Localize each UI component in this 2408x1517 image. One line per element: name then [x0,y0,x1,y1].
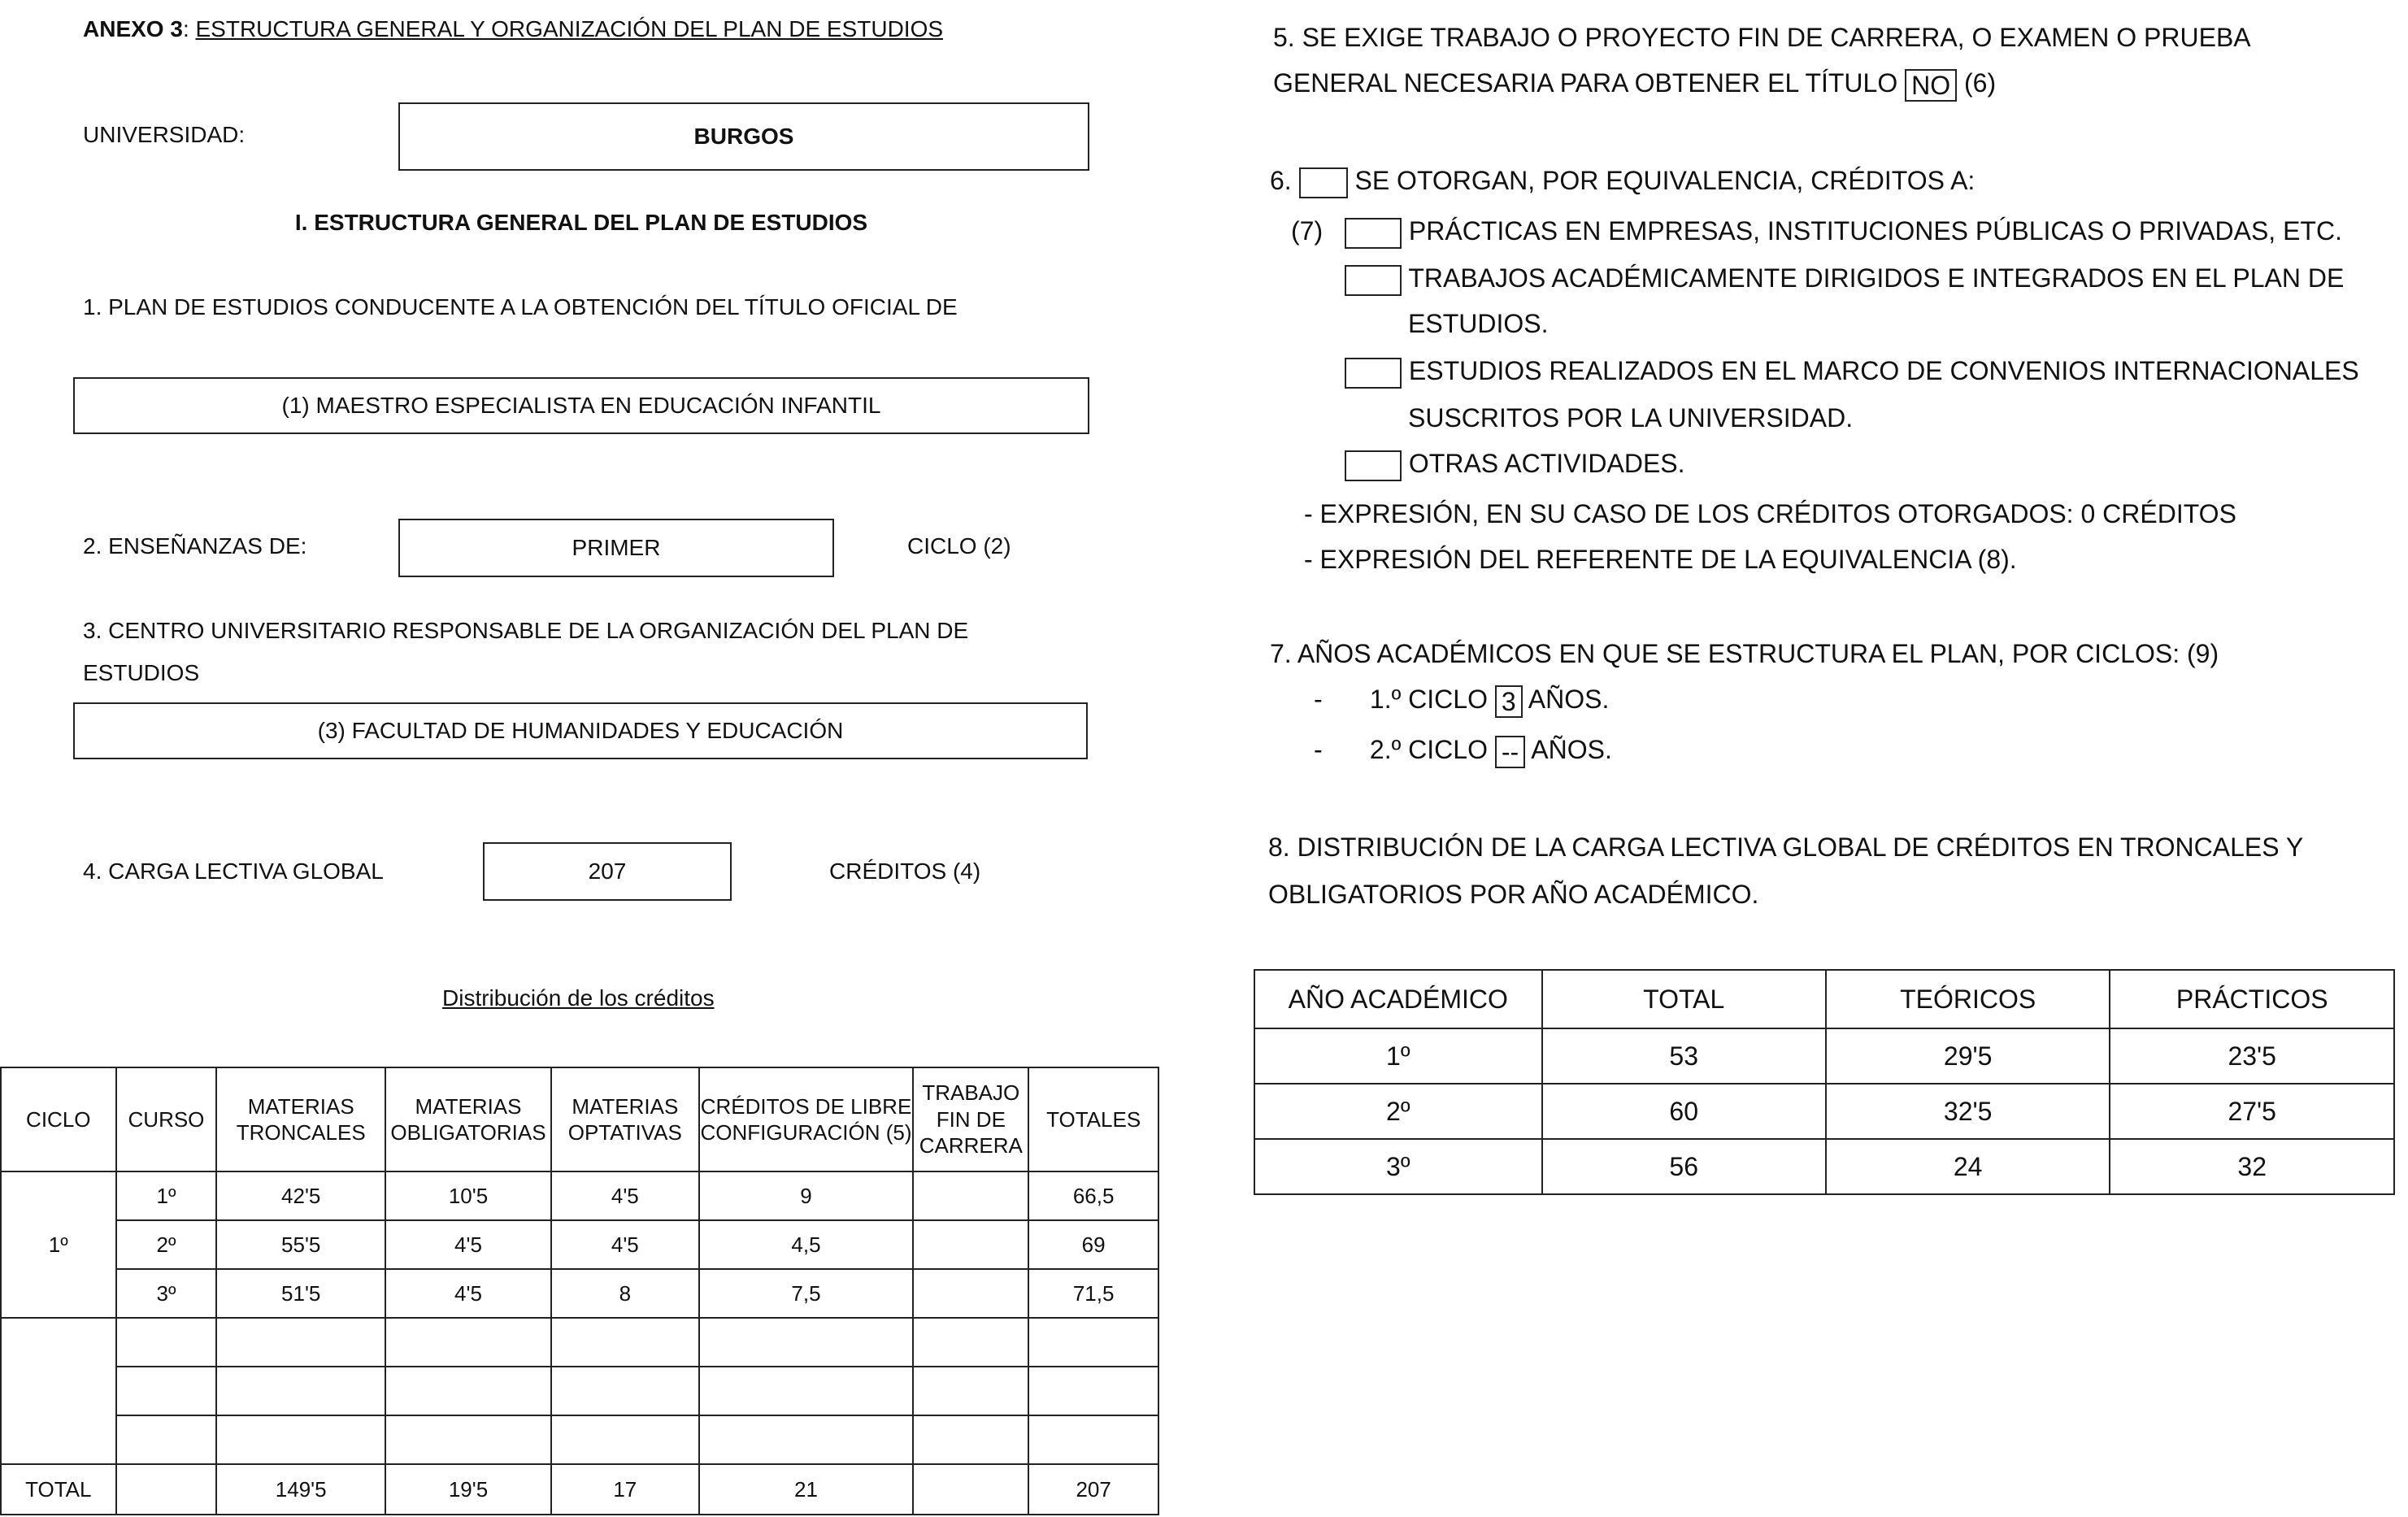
empty-row [1,1415,1158,1464]
practicas-checkbox[interactable] [1345,218,1402,249]
table-cell: 71,5 [1028,1269,1158,1318]
table-cell: 10'5 [385,1171,551,1220]
item2-label: 2. ENSEÑANZAS DE: [83,533,307,559]
table-cell: 42'5 [216,1171,385,1220]
annex-heading: ANEXO 3: ESTRUCTURA GENERAL Y ORGANIZACIÓN DEL PLAN DE ESTUDIOS [83,16,944,41]
ciclo2-row: - 2.º CICLO -- AÑOS. [1314,735,1612,767]
header-curso: CURSO [116,1067,217,1171]
ciclo-cell: 1º [1,1171,116,1318]
table-cell: 69 [1028,1220,1158,1269]
table-cell: 4'5 [385,1269,551,1318]
table-header-row [1254,970,2394,1028]
option-convenios-cont: SUSCRITOS POR LA UNIVERSIDAD. [1408,403,1854,432]
item6-heading: 6. SE OTORGAN, POR EQUIVALENCIA, CRÉDITOS A: [1270,166,1975,198]
table-cell: 24 [1826,1139,2110,1194]
table-cell [913,1464,1028,1515]
table-cell: 53 [1542,1028,1826,1084]
empty-row [1,1367,1158,1415]
final-project-field: NO [1905,69,1957,102]
ciclo1-row: - 1.º CICLO 3 AÑOS. [1314,685,1610,716]
header-ciclo: CICLO [1,1067,116,1171]
ciclo-field: PRIMER [398,519,834,577]
center-field: (3) FACULTAD DE HUMANIDADES Y EDUCACIÓN [73,702,1088,759]
table-cell: 2º [116,1220,217,1269]
table-cell: 19'5 [385,1464,551,1515]
table-cell: 27'5 [2110,1084,2394,1139]
header-teoricos: TEÓRICOS [1826,970,2110,1028]
option-otras: OTRAS ACTIVIDADES. [1345,449,1685,481]
header-troncales: MATERIAS TRONCALES [216,1067,385,1171]
table-cell: 60 [1542,1084,1826,1139]
table-row [1254,1139,2394,1194]
degree-title-field: (1) MAESTRO ESPECIALISTA EN EDUCACIÓN INFANTIL [73,377,1089,434]
item3-text-line2: ESTUDIOS [83,660,200,685]
table-cell [116,1464,217,1515]
ciclo2-years-field: -- [1495,736,1525,768]
table-row [1,1171,1158,1220]
table-row [1254,1084,2394,1139]
table-header-row [1,1067,1158,1171]
distribution-title: Distribución de los créditos [442,985,715,1011]
empty-ciclo-cell [1,1318,116,1464]
header-trabajo-fin-carrera: TRABAJO FIN DE CARRERA [913,1067,1028,1171]
table-cell: 4'5 [385,1220,551,1269]
item6-note: (7) [1291,216,1324,246]
header-practicos: PRÁCTICOS [2110,970,2394,1028]
table-cell [913,1220,1028,1269]
table-cell: 9 [699,1171,914,1220]
table-cell: 1º [116,1171,217,1220]
table-cell: 8 [551,1269,699,1318]
table-row [1,1220,1158,1269]
universidad-label: UNIVERSIDAD: [83,122,246,147]
item4-suffix: CRÉDITOS (4) [829,858,981,884]
convenios-checkbox[interactable] [1345,358,1402,389]
table-cell: 66,5 [1028,1171,1158,1220]
distribution-table [0,1067,1159,1515]
option-trabajos-cont: ESTUDIOS. [1408,309,1549,338]
otras-checkbox[interactable] [1345,450,1402,481]
table-cell: 2º [1254,1084,1542,1139]
header-ano-academico: AÑO ACADÉMICO [1254,970,1542,1028]
table-cell: 29'5 [1826,1028,2110,1084]
table-cell: 4'5 [551,1171,699,1220]
total-row [1,1464,1158,1515]
table-cell: 3º [116,1269,217,1318]
option-practicas: PRÁCTICAS EN EMPRESAS, INSTITUCIONES PÚBLICAS O PRIVADAS, ETC. [1345,216,2342,249]
header-totales: TOTALES [1028,1067,1158,1171]
item6-expr1: - EXPRESIÓN, EN SU CASO DE LOS CRÉDITOS OTORGADOS: 0 CRÉDITOS [1304,499,2236,528]
item3-text-line1: 3. CENTRO UNIVERSITARIO RESPONSABLE DE LA ORGANIZACIÓN DEL PLAN DE [83,618,969,643]
table-cell: 32 [2110,1139,2394,1194]
table-cell: 4,5 [699,1220,914,1269]
table-cell: 23'5 [2110,1028,2394,1084]
item2-suffix: CICLO (2) [907,533,1011,559]
empty-row [1,1318,1158,1367]
table-cell: 7,5 [699,1269,914,1318]
item8-line1: 8. DISTRIBUCIÓN DE LA CARGA LECTIVA GLOBAL DE CRÉDITOS EN TRONCALES Y [1268,832,2304,862]
credits-field: 207 [483,842,732,901]
section-title: I. ESTRUCTURA GENERAL DEL PLAN DE ESTUDIOS [294,210,868,235]
table-cell: 17 [551,1464,699,1515]
header-optativas: MATERIAS OPTATIVAS [551,1067,699,1171]
table-cell: 32'5 [1826,1084,2110,1139]
table-cell: 56 [1542,1139,1826,1194]
header-total: TOTAL [1542,970,1826,1028]
total-label: TOTAL [1,1464,116,1515]
table-cell: 21 [699,1464,914,1515]
table-row [1,1269,1158,1318]
table-cell: 207 [1028,1464,1158,1515]
table-cell: 3º [1254,1139,1542,1194]
option-convenios: ESTUDIOS REALIZADOS EN EL MARCO DE CONVENIOS INTERNACIONALES [1345,356,2359,389]
table-cell: 1º [1254,1028,1542,1084]
annex-title: ESTRUCTURA GENERAL Y ORGANIZACIÓN DEL PLAN DE ESTUDIOS [195,16,944,41]
universidad-field: BURGOS [398,102,1089,171]
equivalence-checkbox[interactable] [1299,167,1348,198]
item5-line1: 5. SE EXIGE TRABAJO O PROYECTO FIN DE CARRERA, O EXAMEN O PRUEBA [1273,23,2251,52]
annex-label: ANEXO 3 [83,16,183,41]
ciclo1-years-field: 3 [1495,685,1523,718]
table-cell [913,1171,1028,1220]
table-cell: 149'5 [216,1464,385,1515]
header-obligatorias: MATERIAS OBLIGATORIAS [385,1067,551,1171]
item1-text: 1. PLAN DE ESTUDIOS CONDUCENTE A LA OBTENCIÓN DEL TÍTULO OFICIAL DE [83,294,958,319]
item6-expr2: - EXPRESIÓN DEL REFERENTE DE LA EQUIVALENCIA (8). [1304,545,2017,574]
item4-label: 4. CARGA LECTIVA GLOBAL [83,858,384,884]
item8-line2: OBLIGATORIOS POR AÑO ACADÉMICO. [1268,880,1759,909]
table-cell: 55'5 [216,1220,385,1269]
trabajos-checkbox[interactable] [1345,265,1402,296]
option-trabajos: TRABAJOS ACADÉMICAMENTE DIRIGIDOS E INTEGRADOS EN EL PLAN DE [1345,263,2344,296]
header-libre-configuracion: CRÉDITOS DE LIBRE CONFIGURACIÓN (5) [699,1067,914,1171]
table-cell: 4'5 [551,1220,699,1269]
table-cell: 51'5 [216,1269,385,1318]
year-distribution-table [1254,969,2395,1195]
table-cell [913,1269,1028,1318]
table-row [1254,1028,2394,1084]
item7-text: 7. AÑOS ACADÉMICOS EN QUE SE ESTRUCTURA EL PLAN, POR CICLOS: (9) [1270,639,2219,668]
item5-line2: GENERAL NECESARIA PARA OBTENER EL TÍTULO NO (6) [1273,68,1997,100]
